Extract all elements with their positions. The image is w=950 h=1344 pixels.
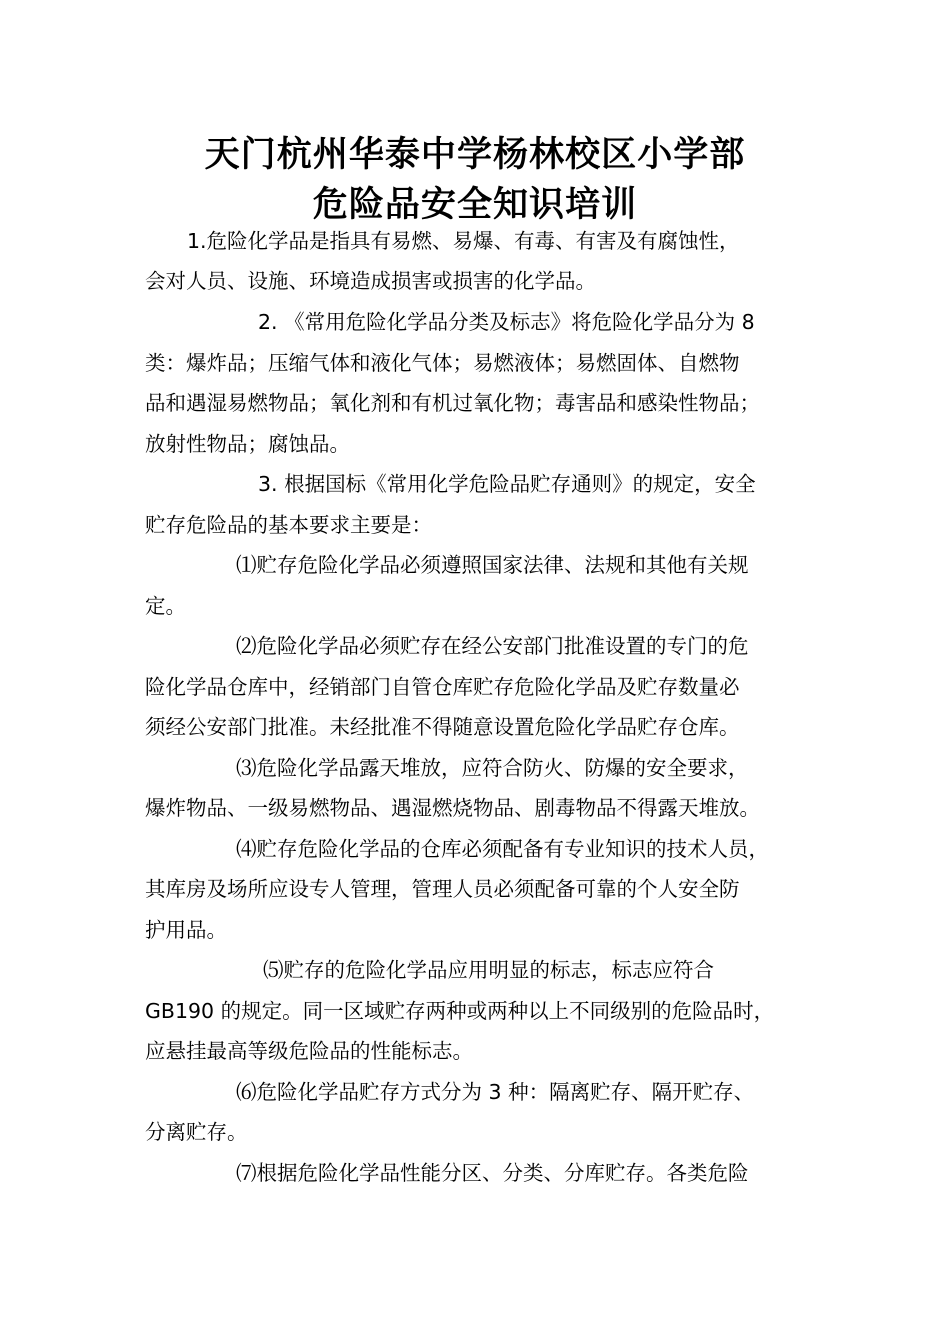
- paragraph-line: ⑴贮存危险化学品必须遵照国家法律、法规和其他有关规: [236, 553, 749, 577]
- paragraph-line: 爆炸物品、一级易燃物品、遇湿燃烧物品、剧毒物品不得露天堆放。: [145, 796, 760, 820]
- paragraph-line: ⑺根据危险化学品性能分区、分类、分库贮存。各类危险: [236, 1161, 749, 1185]
- paragraph-line: 护用品。: [145, 918, 227, 942]
- paragraph-line: 分离贮存。: [145, 1120, 248, 1144]
- paragraph-line: 其库房及场所应设专人管理，管理人员必须配备可靠的个人安全防: [145, 877, 740, 901]
- paragraph-line: ⑹危险化学品贮存方式分为 3 种：隔离贮存、隔开贮存、: [236, 1080, 755, 1104]
- paragraph-line: 应悬挂最高等级危险品的性能标志。: [145, 1039, 473, 1063]
- paragraph-line: 类：爆炸品；压缩气体和液化气体；易燃液体；易燃固体、自燃物: [145, 351, 740, 375]
- paragraph-line: 险化学品仓库中，经销部门自管仓库贮存危险化学品及贮存数量必: [145, 675, 740, 699]
- paragraph-line: ⑸贮存的危险化学品应用明显的标志，标志应符合: [263, 958, 714, 982]
- paragraph-line: 品和遇湿易燃物品；氧化剂和有机过氧化物；毒害品和感染性物品；: [145, 391, 760, 415]
- paragraph-line: 3. 根据国标《常用化学危险品贮存通则》的规定，安全: [258, 472, 756, 496]
- document-title: 天门杭州华泰中学杨林校区小学部: [204, 134, 746, 175]
- paragraph-line: 会对人员、设施、环境造成损害或损害的化学品。: [145, 269, 596, 293]
- paragraph-line: GB190 的规定。同一区域贮存两种或两种以上不同级别的危险品时，: [145, 999, 775, 1023]
- paragraph-line: 2. 《常用危险化学品分类及标志》将危险化学品分为 8: [258, 310, 755, 334]
- paragraph-line: 1.危险化学品是指具有易燃、易爆、有毒、有害及有腐蚀性，: [187, 229, 740, 253]
- paragraph-line: ⑷贮存危险化学品的仓库必须配备有专业知识的技术人员，: [236, 837, 769, 861]
- document-subtitle: 危险品安全知识培训: [312, 184, 638, 225]
- paragraph-line: ⑵危险化学品必须贮存在经公安部门批准设置的专门的危: [236, 634, 749, 658]
- paragraph-line: 定。: [145, 594, 186, 618]
- paragraph-line: ⑶危险化学品露天堆放，应符合防火、防爆的安全要求，: [236, 756, 749, 780]
- paragraph-line: 贮存危险品的基本要求主要是：: [145, 513, 432, 537]
- paragraph-line: 须经公安部门批准。未经批准不得随意设置危险化学品贮存仓库。: [145, 715, 740, 739]
- paragraph-line: 放射性物品；腐蚀品。: [145, 432, 350, 456]
